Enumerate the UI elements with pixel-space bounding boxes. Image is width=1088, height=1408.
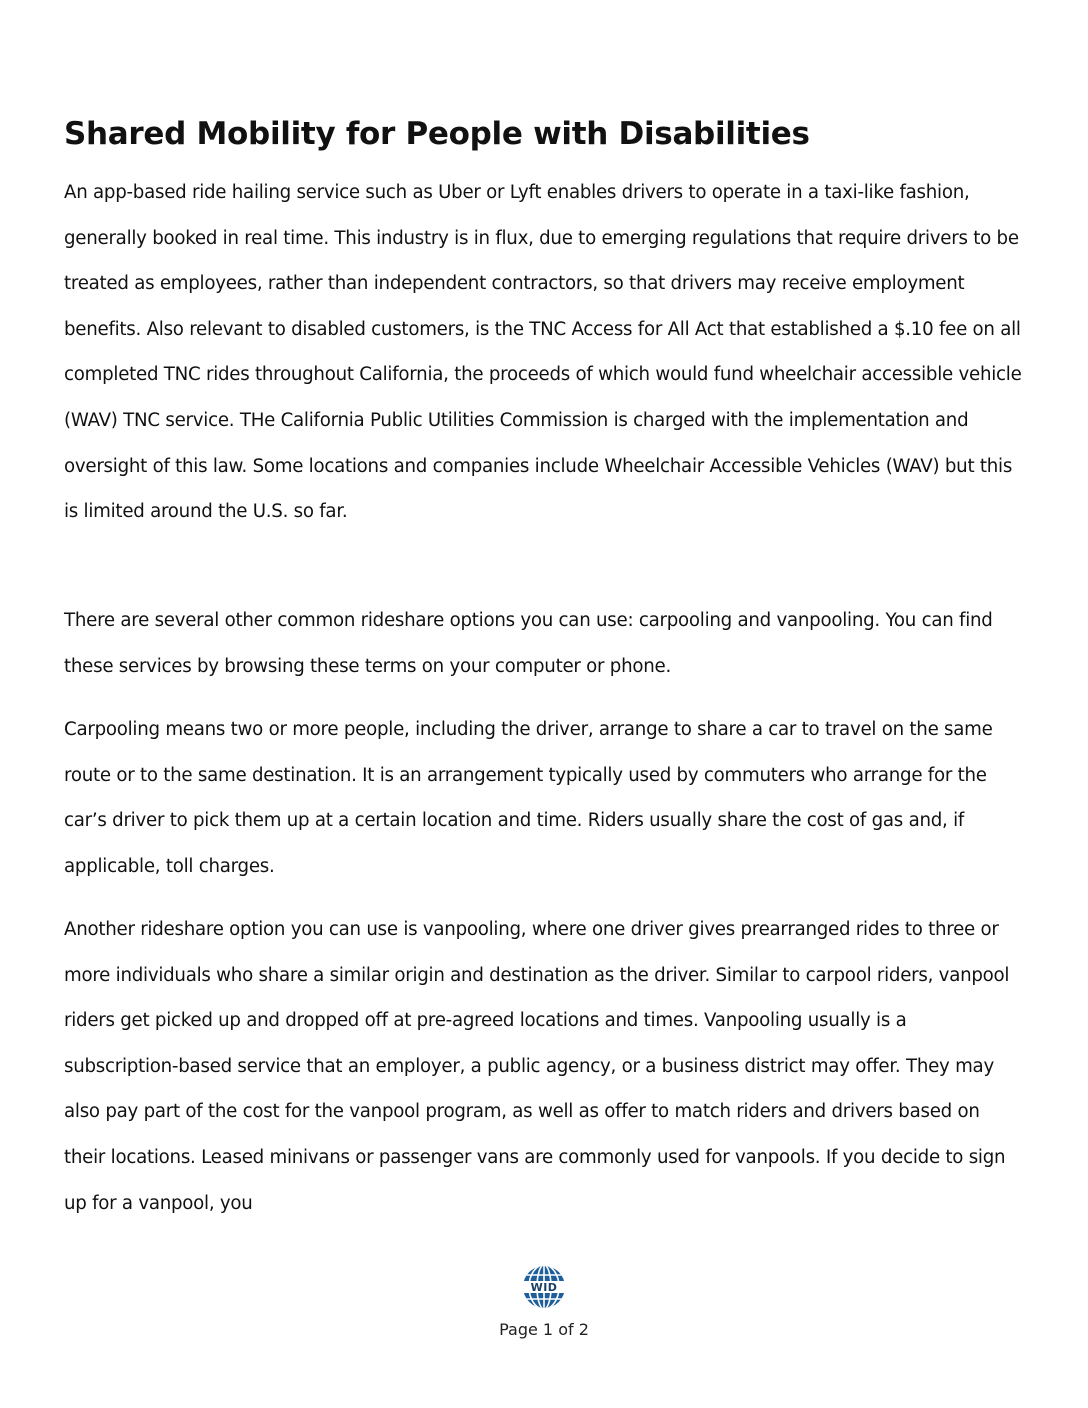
paragraph-vanpooling: Another rideshare option you can use is vanpooling, where one driver gives prearranged rides to three or more individuals who share a similar origin and destination as the driver. Similar to carpool riders, vanpool riders get picked up and dropped off at pre-agreed locations and times. Vanpooling usually is a subscription-based service that an employer, a public agency, or a business district may offer. They may also pay part of the cost for the vanpool program, as well as offer to match riders and drivers based on their locations. Leased minivans or passenger vans are commonly used for vanpools. If you decide to sign up for a vanpool, you xyxy=(64,919,1010,1214)
paragraph-carpooling: Carpooling means two or more people, including the driver, arrange to share a car to travel on the same route or to the same destination. It is an arrangement typically used by commuters who arrange for the car’s driver to pick them up at a certain location and time. Riders usually share the cost of gas and, if applicable, toll charges. xyxy=(64,719,993,877)
logo-text: WID xyxy=(530,1281,558,1294)
globe-logo-icon xyxy=(521,1264,567,1310)
paragraph-rideshare-options: There are several other common rideshare options you can use: carpooling and vanpooling. You can find these services by browsing these terms on your computer or phone. xyxy=(64,610,993,677)
wid-logo xyxy=(521,1264,567,1310)
page-number: Page 1 of 2 xyxy=(499,1320,589,1339)
page-title: Shared Mobility for People with Disabilities xyxy=(64,116,810,152)
paragraph-ride-hailing: An app-based ride hailing service such as Uber or Lyft enables drivers to operate in a taxi-like fashion, generally booked in real time. This industry is in flux, due to emerging regulations that require drivers to be treated as employees, rather than independent contractors, so that drivers may receive employment benefits. Also relevant to disabled customers, is the TNC Access for All Act that established a $.10 fee on all completed TNC rides throughout California, the proceeds of which would fund wheelchair accessible vehicle (WAV) TNC service. THe California Public Utilities Commission is charged with the implementation and oversight of this law. Some locations and companies include Wheelchair Accessible Vehicles (WAV) but this is limited around the U.S. so far. xyxy=(64,182,1022,523)
